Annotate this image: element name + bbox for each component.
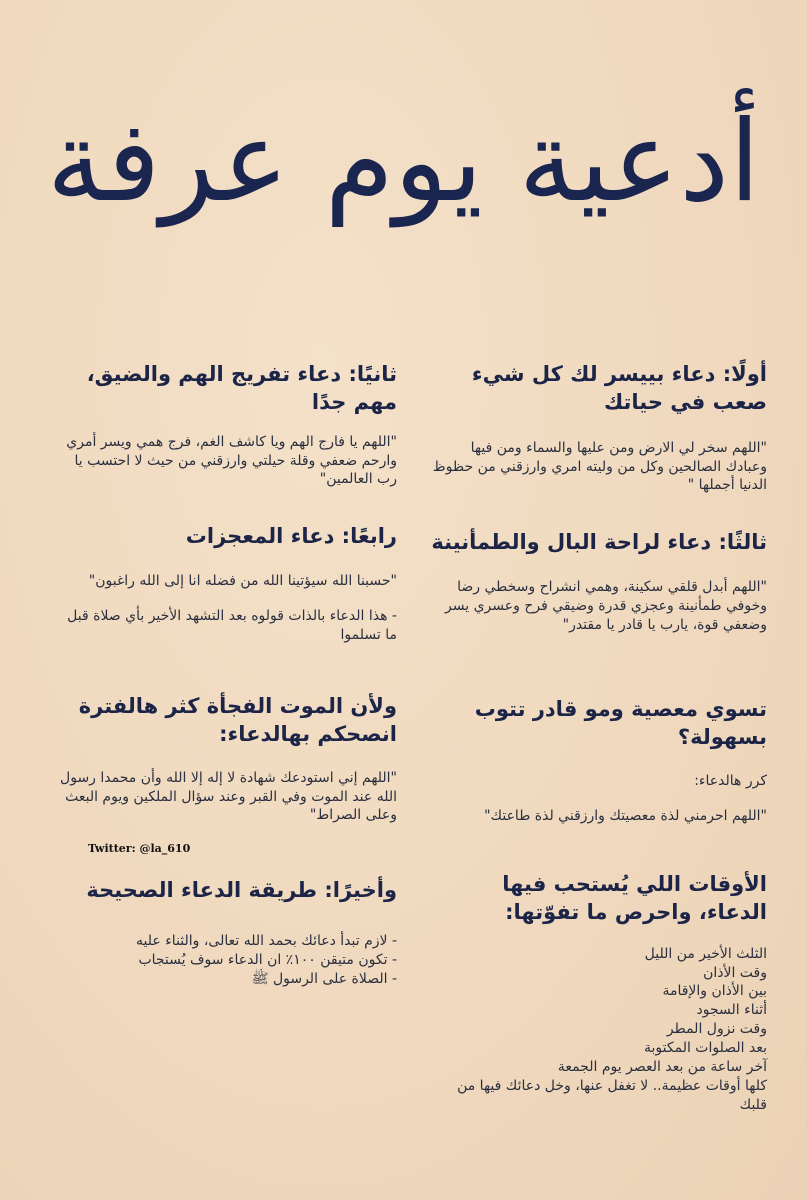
twitter-handle: Twitter: @la_610 xyxy=(88,842,191,855)
list-item: - الصلاة على الرسول ﷺ xyxy=(251,971,397,988)
section-heading: رابعًا: دعاء المعجزات xyxy=(185,524,397,548)
section-first xyxy=(427,360,767,495)
list-item: آخر ساعة من بعد العصر يوم الجمعة xyxy=(557,1059,767,1076)
section-fourth xyxy=(57,522,397,645)
section-times xyxy=(427,870,767,1115)
section-body: "حسبنا الله سيؤتينا الله من فضله انا إلى الله راغبون" xyxy=(88,573,397,590)
list-item: - تكون متيقن ١٠٠٪ ان الدعاء سوف يُستجاب xyxy=(138,952,397,969)
section-heading: ولأن الموت الفجأة كثر هالفترة انصحكم بهالدعاء: xyxy=(78,694,397,747)
list-item: الثلث الأخير من الليل xyxy=(644,945,767,962)
section-heading: أولًا: دعاء بييسر لك كل شيء صعب في حياتك xyxy=(471,362,767,415)
section-third xyxy=(427,528,767,635)
section-body: "اللهم احرمني لذة معصيتك وارزقني لذة طاعتك" xyxy=(484,807,767,824)
section-body: "اللهم يا فارج الهم ويا كاشف الغم، فرج همي ويسر أمري وارحم ضعفي وقلة حيلتي وارزقني من حيث لا احتسب يا رب العالمين" xyxy=(66,433,397,488)
section-intro: كرر هالدعاء: xyxy=(694,772,767,789)
section-body: "اللهم سخر لي الارض ومن عليها والسماء ومن فيها وعبادك الصالحين وكل من وليته امري وارزقني من حظوظ الدنيا أجملها " xyxy=(432,439,767,494)
times-list xyxy=(427,945,767,1115)
section-heading: تسوي معصية ومو قادر تتوب بسهولة؟ xyxy=(474,697,767,750)
list-item: - لازم تبدأ دعائك بحمد الله تعالى، والثناء عليه xyxy=(136,933,397,950)
section-heading: الأوقات اللي يُستحب فيها الدعاء، واحرص ما تفوّتها: xyxy=(502,872,767,925)
section-note: - هذا الدعاء بالذات قولوه بعد التشهد الأخير بأي صلاة قبل ما تسلموا xyxy=(67,608,397,644)
section-body: "اللهم أبدل قلقي سكينة، وهمي انشراح وسخطي رضا وخوفي طمأنينة وعجزي قدرة وضيقي فرح وعسري يسر وضعفي قوة، يارب يا قادر يا مقتدر" xyxy=(445,579,767,634)
section-sudden-death xyxy=(57,692,397,825)
section-second xyxy=(57,360,397,489)
section-heading: وأخيرًا: طريقة الدعاء الصحيحة xyxy=(86,878,397,902)
list-item: بين الأذان والإقامة xyxy=(662,983,767,1000)
section-method xyxy=(57,876,397,989)
page-title: أدعية يوم عرفة xyxy=(46,97,761,227)
list-item: وقت الأذان xyxy=(703,964,767,981)
list-item: بعد الصلوات المكتوبة xyxy=(644,1040,767,1057)
section-heading: ثانيًا: دعاء تفريج الهم والضيق، مهم جدًا xyxy=(86,362,397,415)
section-repent xyxy=(427,695,767,825)
list-item: أثناء السجود xyxy=(696,1002,767,1019)
list-item: وقت نزول المطر xyxy=(666,1021,767,1038)
section-body: "اللهم إني استودعك شهادة لا إله إلا الله وأن محمدا رسول الله عند الموت وفي القبر وعند سؤال الملكين ويوم البعث وعلى الصراط" xyxy=(60,769,397,824)
method-list xyxy=(57,932,397,989)
list-item: كلها أوقات عظيمة.. لا تغفل عنها، وخل دعائك فيها من قلبك xyxy=(457,1077,767,1113)
section-heading: ثالثًا: دعاء لراحة البال والطمأنينة xyxy=(431,530,767,554)
